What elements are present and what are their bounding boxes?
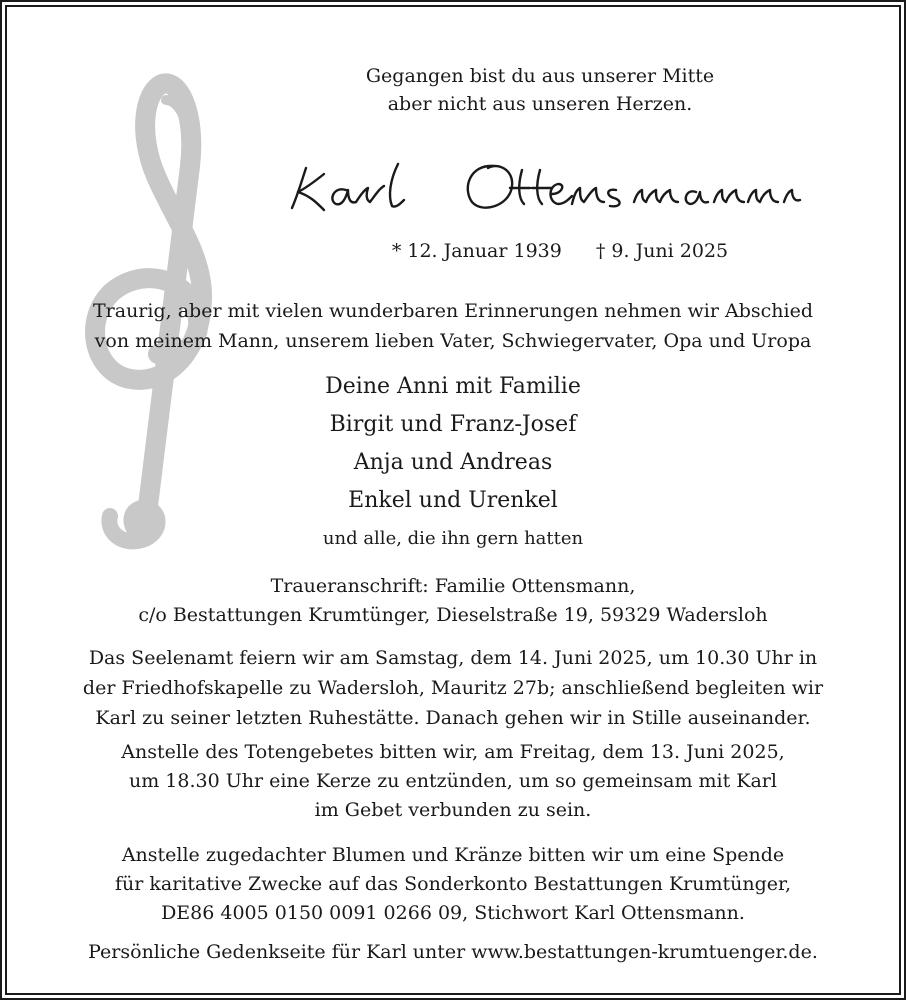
mourner-name: Anja und Andreas <box>353 450 553 475</box>
mourning-address <box>20 572 886 630</box>
farewell-line: Traurig, aber mit vielen wunderbaren Erinnerungen nehmen wir Abschied <box>92 300 813 322</box>
mourners-closing: und alle, die ihn gern hatten <box>322 528 584 549</box>
requiem-line: Karl zu seiner letzten Ruhestätte. Danach gehen wir in Stille auseinander. <box>95 707 811 729</box>
prayer-line: um 18.30 Uhr eine Kerze zu entzünden, um so gemeinsam mit Karl <box>129 770 777 792</box>
donation-line: Anstelle zugedachter Blumen und Kränze bitten wir um eine Spende <box>121 844 785 866</box>
address-line: Traueranschrift: Familie Ottensmann, <box>270 575 636 597</box>
requiem-line: der Friedhofskapelle zu Wadersloh, Mauritz 27b; anschließend begleiten wir <box>82 677 824 699</box>
motto-line: Gegangen bist du aus unserer Mitte <box>365 65 715 87</box>
motto-line: aber nicht aus unseren Herzen. <box>387 93 693 115</box>
requiem-line: Das Seelenamt feiern wir am Samstag, dem 14. Juni 2025, um 10.30 Uhr in <box>88 647 818 669</box>
signature <box>284 158 824 220</box>
mourner-name: Enkel und Urenkel <box>348 488 558 513</box>
donation-line: für karitative Zwecke auf das Sonderkonto Bestattungen Krumtünger, <box>114 873 792 895</box>
motto <box>300 62 780 118</box>
mourner-name: Birgit und Franz-Josef <box>329 412 577 437</box>
birth-date: * 12. Januar 1939 <box>391 240 562 262</box>
requiem-info <box>20 643 886 733</box>
prayer-info <box>20 738 886 825</box>
prayer-line: Anstelle des Totengebetes bitten wir, am Freitag, dem 13. Juni 2025, <box>121 741 785 763</box>
donation-info <box>20 841 886 928</box>
death-date: † 9. Juni 2025 <box>595 240 729 262</box>
donation-line: DE86 4005 0150 0091 0266 09, Stichwort Karl Ottensmann. <box>161 902 745 924</box>
address-line: c/o Bestattungen Krumtünger, Dieselstraße 19, 59329 Wadersloh <box>138 604 768 626</box>
farewell-line: von meinem Mann, unserem lieben Vater, Schwiegervater, Opa und Uropa <box>94 330 812 352</box>
farewell-text <box>20 296 886 356</box>
mourners-list <box>200 368 706 558</box>
mourner-name: Deine Anni mit Familie <box>325 374 581 399</box>
life-dates <box>300 238 820 264</box>
prayer-line: im Gebet verbunden zu sein. <box>314 799 592 821</box>
memorial-page-link: Persönliche Gedenkseite für Karl unter www.bestattungen-krumtuenger.de. <box>88 941 818 963</box>
